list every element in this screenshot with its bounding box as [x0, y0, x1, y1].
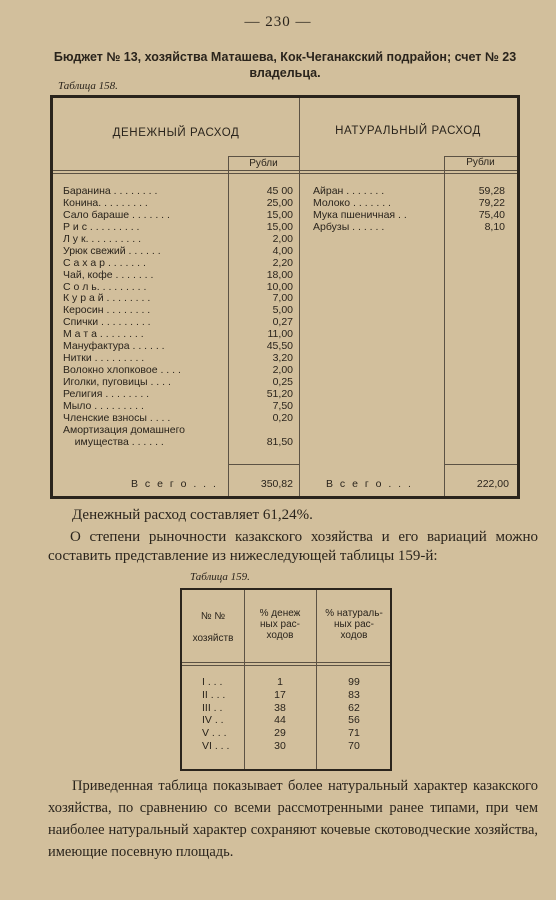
item-name: Мануфактура . . . . . .	[63, 340, 165, 353]
item-value: 45,50	[266, 340, 293, 353]
item-name: С о л ь. . . . . . . . .	[63, 280, 147, 293]
table-divider	[299, 98, 300, 496]
item-value: 79,22	[478, 196, 505, 209]
table-cell: 38	[274, 701, 286, 714]
table-cell: 17	[274, 688, 286, 701]
table-cell: III . .	[202, 701, 223, 714]
natural-total-value: 222,00	[476, 478, 509, 490]
table-row	[313, 209, 513, 221]
market-orientation-text: О степени рыночности казакского хозяйства и его вариаций можно составить представление из нижеследующей таблицы 159-й:	[48, 529, 538, 564]
table-cell: 83	[348, 688, 360, 701]
item-name: Амортизация домашнего	[63, 423, 186, 436]
money-total-value: 350,82	[260, 478, 293, 490]
table-row	[63, 328, 293, 340]
table-row	[313, 185, 513, 197]
money-expense-list	[63, 185, 293, 448]
item-value: 11,00	[267, 328, 293, 341]
table-row	[63, 424, 293, 436]
item-value: 10,00	[266, 280, 293, 293]
item-name: Спички . . . . . . . . .	[63, 316, 151, 329]
money-unit-label: Рубли	[249, 158, 278, 169]
natural-unit-label: Рубли	[466, 157, 495, 168]
header-rule	[53, 170, 517, 171]
table-159-label: Таблица 159.	[190, 571, 250, 583]
item-value: 7,50	[272, 399, 293, 412]
money-total-label: В с е г о . . .	[131, 478, 218, 490]
table-row	[63, 400, 293, 412]
table-cell: 62	[348, 701, 360, 714]
item-name: имущества . . . . . .	[63, 435, 164, 448]
table-cell: IV . .	[202, 714, 224, 727]
table-row	[63, 388, 293, 400]
table-row	[63, 257, 293, 269]
item-name: Баранина . . . . . . . .	[63, 185, 158, 197]
item-value: 0,25	[272, 376, 293, 388]
table-row	[63, 292, 293, 304]
table-row	[63, 340, 293, 352]
item-name: Волокно хлопковое . . . .	[63, 364, 181, 377]
table-row	[313, 197, 513, 209]
item-value: 2,00	[272, 232, 293, 245]
table-cell: 1	[277, 676, 283, 688]
table-row	[63, 185, 293, 197]
item-value: 2,00	[272, 364, 293, 377]
money-expense-header: ДЕНЕЖНЫЙ РАСХОД	[112, 127, 240, 139]
natural-total-label: В с е г о . . .	[326, 478, 413, 490]
item-name: М а т а . . . . . . . .	[63, 328, 144, 341]
item-value: 18,00	[266, 268, 293, 281]
table-cell: VI . . .	[202, 739, 230, 752]
table-158-label: Таблица 158.	[58, 80, 118, 92]
table-cell: 70	[348, 739, 360, 752]
money-percent-column	[244, 676, 316, 753]
item-value: 75,40	[478, 208, 505, 221]
total-rule	[228, 464, 299, 465]
table-cell: II . . .	[202, 688, 226, 701]
item-value: 59,28	[478, 185, 505, 197]
item-value: 4,00	[272, 244, 293, 257]
budget-title: Бюджет № 13, хозяйства Маташева, Кок-Чеганакский подрайон; счет № 23 владельца.	[53, 50, 517, 80]
item-value: 0,27	[272, 316, 293, 329]
item-name: Мыло . . . . . . . . .	[63, 399, 144, 412]
farm-comparison-table	[180, 588, 392, 771]
item-value: 15,00	[266, 208, 293, 221]
table-row	[63, 364, 293, 376]
item-value: 8,10	[484, 220, 505, 233]
table-row	[63, 436, 293, 448]
item-name: Конина. . . . . . . . .	[63, 196, 148, 209]
table-cell: 29	[274, 727, 286, 740]
table-row	[63, 412, 293, 424]
table-row	[63, 245, 293, 257]
item-name: Мука пшеничная . .	[313, 208, 407, 221]
item-name: Молоко . . . . . . .	[313, 196, 391, 209]
table-cell: 30	[274, 739, 286, 752]
table-cell: 99	[348, 676, 360, 688]
table-row	[63, 316, 293, 328]
money-percent-header: % денеж ных рас- ходов	[259, 608, 301, 641]
item-name: С а х а р . . . . . . .	[63, 256, 146, 269]
item-name: Р и с . . . . . . . . .	[63, 220, 140, 233]
farm-number-header: № № хозяйств	[192, 611, 234, 644]
table-row	[63, 352, 293, 364]
item-value: 15,00	[266, 220, 293, 233]
conclusion-text: Приведенная таблица показывает более натуральный характер казакского хозяйства, по сравнению со всеми рассмотренными ранее типами, при чем наиболее натуральный характер сохраняют кочевые скотоводческие хозяйства, имеющие посевную площадь.	[48, 778, 538, 860]
table-row	[63, 197, 293, 209]
table-row	[63, 304, 293, 316]
budget-table	[50, 95, 520, 499]
item-name: Л у к. . . . . . . . . .	[63, 232, 141, 245]
item-name: Нитки . . . . . . . . .	[63, 352, 145, 365]
item-value: 7,00	[272, 292, 293, 305]
table-row	[63, 221, 293, 233]
item-value: 25,00	[266, 196, 293, 209]
natural-percent-header: % натураль- ных рас- ходов	[325, 608, 383, 641]
table-row	[63, 233, 293, 245]
item-name: Айран . . . . . . .	[313, 185, 385, 197]
item-name: Иголки, пуговицы . . . .	[63, 376, 171, 388]
item-name: Членские взносы . . . .	[63, 411, 171, 424]
table-cell: 44	[274, 714, 286, 727]
page-number: — 230 —	[244, 14, 312, 30]
natural-percent-column	[316, 676, 392, 753]
natural-expense-header: НАТУРАЛЬНЫЙ РАСХОД	[335, 125, 481, 137]
table-cell: 71	[348, 727, 360, 740]
table-cell: V . . .	[202, 727, 227, 740]
table-cell: I . . .	[202, 676, 223, 688]
item-value: 5,00	[272, 304, 293, 317]
item-name: Керосин . . . . . . . .	[63, 304, 151, 317]
item-value: 0,20	[272, 411, 293, 424]
item-value: 3,20	[272, 352, 293, 365]
item-name: Чай, кофе . . . . . . .	[63, 268, 154, 281]
item-value: 45 00	[266, 185, 293, 197]
table-row	[313, 221, 513, 233]
table-row	[63, 269, 293, 281]
header-rule	[182, 662, 390, 663]
item-name: Сало бараше . . . . . . .	[63, 208, 170, 221]
natural-expense-list	[313, 185, 513, 233]
farm-number-column	[186, 676, 242, 753]
table-row	[63, 376, 293, 388]
item-value: 51,20	[266, 387, 293, 400]
item-name: Арбузы . . . . . .	[313, 220, 385, 233]
item-value: 2,20	[272, 256, 293, 269]
item-value: 81,50	[266, 435, 293, 448]
item-name: К у р а й . . . . . . . .	[63, 292, 151, 305]
item-name: Религия . . . . . . . .	[63, 387, 150, 400]
money-expense-share-text: Денежный расход составляет 61,24%.	[72, 507, 313, 523]
table-cell: 56	[348, 714, 360, 727]
table-row	[63, 209, 293, 221]
table-row	[63, 281, 293, 293]
item-name: Урюк свежий . . . . . .	[63, 244, 161, 257]
